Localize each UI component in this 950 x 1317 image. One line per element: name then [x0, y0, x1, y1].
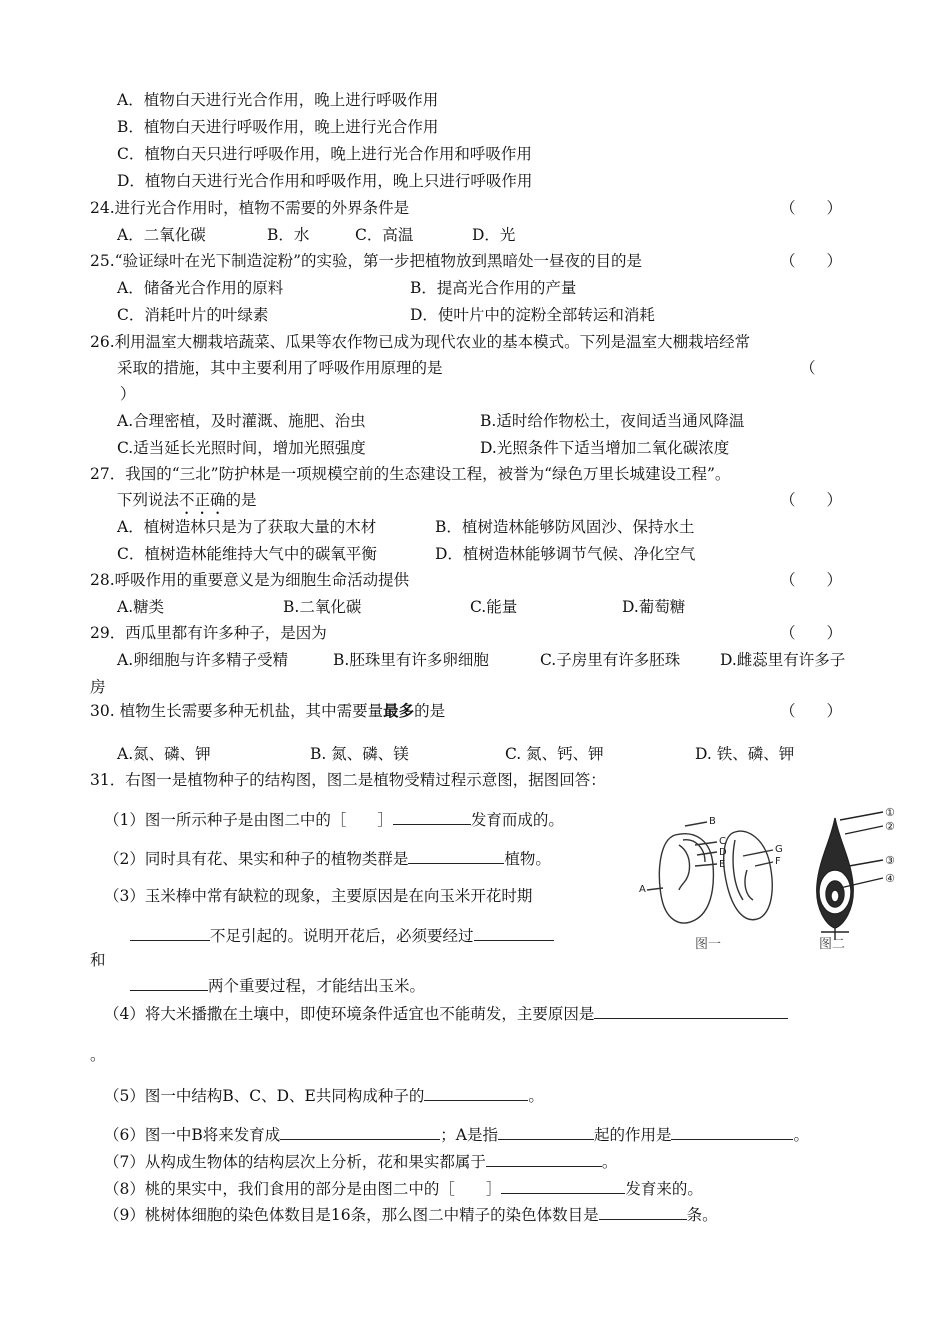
fig1-label-c: C	[719, 836, 726, 847]
q31-sub3-and: 和	[90, 951, 106, 969]
q27-option-b: B．植树造林能够防风固沙、保持水土	[435, 518, 695, 536]
q31-sub1: （1）图一所示种子是由图二中的［ ］ 发育而成的。	[104, 811, 564, 829]
q26-bracket-close: ）	[120, 385, 136, 403]
q24-option-b: B．水	[267, 226, 310, 244]
q26-bracket-open: （	[800, 359, 816, 377]
q26-option-a: A.合理密植，及时灌溉、施肥、治虫	[117, 412, 366, 430]
q29-stem: 29．西瓜里都有许多种子，是因为	[90, 624, 327, 642]
q30-stem: 30. 植物生长需要多种无机盐，其中需要量最多的是	[90, 702, 446, 720]
fig2-label-3: ③	[885, 854, 895, 867]
q26-stem-line1: 26.利用温室大棚栽培蔬菜、瓜果等农作物已成为现代农业的基本模式。下列是温室大棚栽培经常	[90, 333, 751, 351]
fig1-label-a: A	[639, 884, 646, 895]
q26-option-c: C.适当延长光照时间，增加光照强度	[117, 439, 366, 457]
fig2-label-1: ①	[885, 806, 895, 819]
q31-sub3-blank3[interactable]	[130, 975, 208, 991]
q25-option-d: D．使叶片中的淀粉全部转运和消耗	[410, 306, 655, 324]
q31-sub6-blank1[interactable]	[280, 1124, 440, 1140]
fig1-caption: 图一	[695, 937, 722, 952]
q31-sub3-blank1[interactable]	[130, 925, 210, 941]
q31-sub6-blank3[interactable]	[671, 1124, 793, 1140]
q28-option-b: B.二氧化碳	[283, 598, 362, 616]
q24-option-c: C．高温	[355, 226, 414, 244]
q31-sub9: （9）桃树体细胞的染色体数目是16条，那么图二中精子的染色体数目是 条。	[104, 1206, 718, 1224]
q31-sub8: （8）桃的果实中，我们食用的部分是由图二中的［ ］ 发育来的。	[104, 1180, 703, 1198]
q30-answer-bracket: （ ）	[780, 702, 843, 720]
q25-stem: 25.“验证绿叶在光下制造淀粉”的实验，第一步把植物放到黑暗处一昼夜的目的是	[90, 252, 643, 270]
q24-option-a: A．二氧化碳	[117, 226, 206, 244]
q31-sub5-blank[interactable]	[424, 1085, 528, 1101]
q24-option-d: D．光	[472, 226, 516, 244]
q29-answer-bracket: （ ）	[780, 624, 843, 642]
q25-option-c: C．消耗叶片的叶绿素	[117, 306, 269, 324]
q31-sub3-blank2[interactable]	[474, 925, 554, 941]
q26-stem-line2: 采取的措施，其中主要利用了呼吸作用原理的是	[117, 359, 443, 377]
q27-stem-line1: 27．我国的“三北”防护林是一项规模空前的生态建设工程，被誉为“绿色万里长城建设工程”。	[90, 465, 731, 483]
q29-option-a: A.卵细胞与许多精子受精	[117, 651, 289, 669]
q30-option-a: A.氮、磷、钾	[117, 745, 211, 763]
fig1-label-d: D	[719, 847, 727, 858]
q31-sub1-blank[interactable]	[393, 809, 471, 825]
q29-option-d-wrap: 房	[90, 678, 106, 696]
q31-sub5: （5）图一中结构B、C、D、E共同构成种子的 。	[104, 1087, 544, 1105]
q30-bold-word: 最多	[383, 702, 415, 720]
q26-option-d: D.光照条件下适当增加二氧化碳浓度	[480, 439, 730, 457]
q27-option-a: A．植树造林只是为了获取大量的木材	[117, 518, 377, 536]
q31-sub8-blank[interactable]	[501, 1178, 625, 1194]
q30-option-b: B. 氮、磷、镁	[310, 745, 409, 763]
q23-option-b: B．植物白天进行呼吸作用，晚上进行光合作用	[117, 118, 439, 136]
fig2-caption: 图二	[819, 937, 846, 952]
q31-sub4-blank[interactable]	[594, 1003, 788, 1019]
fig1-label-b: B	[709, 816, 716, 827]
fig2-label-2: ②	[885, 820, 895, 833]
q23-option-d: D．植物白天进行光合作用和呼吸作用，晚上只进行呼吸作用	[117, 172, 533, 190]
q23-option-a: A．植物白天进行光合作用，晚上进行呼吸作用	[117, 91, 439, 109]
q24-stem: 24.进行光合作用时，植物不需要的外界条件是	[90, 199, 410, 217]
q31-sub7-blank[interactable]	[486, 1151, 602, 1167]
q31-sub3-line3: 两个重要过程，才能结出玉米。	[130, 975, 425, 996]
q31-sub4: （4）将大米播撒在土壤中，即使环境条件适宜也不能萌发，主要原因是	[104, 1003, 788, 1024]
q28-option-a: A.糖类	[117, 598, 165, 616]
q29-option-d: D.雌蕊里有许多子	[720, 651, 846, 669]
q27-answer-bracket: （ ）	[780, 491, 843, 509]
q31-sub4-end: 。	[90, 1046, 106, 1064]
q25-option-a: A．储备光合作用的原料	[117, 279, 284, 297]
q31-sub3-line1: （3）玉米棒中常有缺粒的现象，主要原因是在向玉米开花时期	[104, 887, 533, 905]
q23-option-c: C．植物白天只进行呼吸作用，晚上进行光合作用和呼吸作用	[117, 145, 532, 163]
q31-sub6: （6）图一中B将来发育成 ；A是指 起的作用是 。	[104, 1126, 809, 1144]
q24-answer-bracket: （ ）	[780, 199, 843, 217]
q26-option-b: B.适时给作物松土，夜间适当通风降温	[480, 412, 745, 430]
fig2-label-4: ④	[885, 872, 895, 885]
q31-sub6-blank2[interactable]	[498, 1124, 594, 1140]
q31-sub2-blank[interactable]	[408, 848, 504, 864]
q31-sub7: （7）从构成生物体的结构层次上分析，花和果实都属于 。	[104, 1153, 618, 1171]
q31-stem: 31．右图一是植物种子的结构图，图二是植物受精过程示意图，据图回答：	[90, 771, 606, 789]
q27-emphasis: 不正确	[179, 491, 226, 509]
fig1-label-e: E	[719, 859, 726, 870]
q31-sub2: （2）同时具有花、果实和种子的植物类群是 植物。	[104, 850, 551, 868]
q29-option-c: C.子房里有许多胚珠	[540, 651, 681, 669]
q28-option-c: C.能量	[470, 598, 518, 616]
q27-option-c: C．植树造林能维持大气中的碳氧平衡	[117, 545, 377, 563]
seed-structure-diagram	[647, 822, 773, 923]
fig1-label-g: G	[775, 844, 783, 855]
q28-stem: 28.呼吸作用的重要意义是为细胞生命活动提供	[90, 571, 410, 589]
fig1-label-f: F	[775, 856, 781, 867]
q25-answer-bracket: （ ）	[780, 252, 843, 270]
q27-option-d: D．植树造林能够调节气候、净化空气	[435, 545, 696, 563]
q31-sub9-blank[interactable]	[599, 1204, 687, 1220]
q31-sub3-line2: 不足引起的。说明开花后，必须要经过	[130, 925, 554, 946]
q29-option-b: B.胚珠里有许多卵细胞	[333, 651, 489, 669]
q25-option-b: B．提高光合作用的产量	[410, 279, 577, 297]
q30-option-c: C. 氮、钙、钾	[505, 745, 604, 763]
fertilization-diagram	[817, 812, 883, 940]
q27-stem-line2: 下列说法不正确的是	[117, 491, 257, 509]
q28-answer-bracket: （ ）	[780, 571, 843, 589]
q30-option-d: D. 铁、磷、钾	[695, 745, 795, 763]
seed-and-fertilization-figure	[635, 800, 935, 960]
q28-option-d: D.葡萄糖	[622, 598, 686, 616]
